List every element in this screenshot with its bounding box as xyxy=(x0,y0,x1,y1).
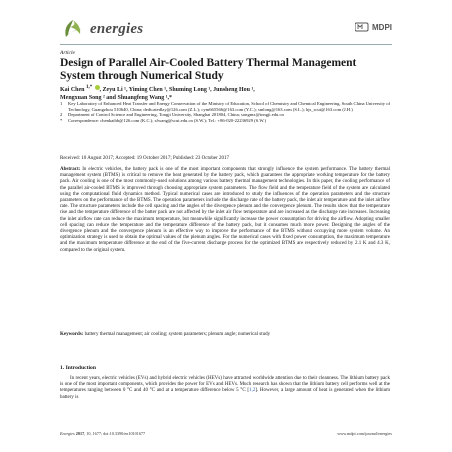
abstract xyxy=(60,167,390,254)
footer-doi[interactable]: , 10, 1677; doi:10.3390/en10101677 xyxy=(84,431,146,436)
publisher-name: MDPI xyxy=(372,22,392,32)
keywords-text: battery thermal management; air cooling; system parameters; plenum angle; numerical study xyxy=(83,332,271,337)
affiliations xyxy=(60,101,400,123)
affiliation-item xyxy=(60,101,400,112)
author-list xyxy=(60,84,390,102)
abstract-label: Abstract: xyxy=(60,167,81,172)
footer-citation xyxy=(60,431,145,436)
header-divider xyxy=(60,44,392,45)
footer-year: 2017 xyxy=(75,431,85,436)
footer-url[interactable]: www.mdpi.com/journal/energies xyxy=(337,431,392,436)
correspondence xyxy=(60,118,400,124)
paper-title: Design of Parallel Air-Cooled Battery Thermal Management System through Numerical Study xyxy=(60,57,357,82)
author-list-line2[interactable]: Mengxuan Song ² and Shuangfeng Wang ¹,* xyxy=(60,94,173,101)
keywords xyxy=(60,332,390,338)
journal-name: energies xyxy=(90,21,144,37)
section-heading-introduction: 1. Introduction xyxy=(60,365,96,371)
affiliation-number: * xyxy=(60,117,63,123)
page-footer xyxy=(60,431,392,436)
author-first-affil: 1,* xyxy=(86,85,94,90)
affiliation-text: Department of Control Science and Engineering, Tongji University, Shanghai 201804, China; songmx@tongji.edu.cn xyxy=(68,112,284,118)
mdpi-logo-icon xyxy=(355,22,369,32)
introduction-paragraph xyxy=(60,376,390,401)
affiliation-text: Key Laboratory of Enhanced Heat Transfer and Energy Conservation of the Ministry of Education, School of Chemistry and Chemical Engineering, South China University of Technology, Guangzhou 510640, China; dedicatedlzy@126.com (Z.L.); cym665566@163.com (Y.C.); smlong@163.com (S.L.); hjs_scut@163.com (J.H.) xyxy=(68,101,391,112)
publication-dates: Received: 10 August 2017; Accepted: 19 October 2017; Published: 23 October 2017 xyxy=(60,156,229,161)
author-list-rest[interactable]: , Zeyu Li ¹, Yiming Chen ¹, Shuming Long ¹, Junsheng Hou ¹, xyxy=(99,87,255,93)
abstract-text: In electric vehicles, the battery pack is one of the most important components that strongly influence the system performance. The battery thermal management system (BTMS) is critical to remove the heat generated by the battery pack, which guarantees the appropriate working temperature for the battery pack. Air cooling is one of the most commonly-used solutions among various battery thermal management technologies. In this paper, the cooling performance of the parallel air-cooled BTMS is improved through choosing appropriate system parameters. The flow field and the temperature field of the system are calculated using the computational fluid dynamics method. Typical numerical cases are introduced to study the influences of the operation parameters and the structure parameters on the performance of the BTMS. The operation parameters include the discharge rate of the battery pack, the inlet air temperature and the inlet airflow rate. The structure parameters include the cell spacing and the angles of the divergence plenum and the convergence plenum. The results show that the temperature rise and the temperature difference of the batter pack are not affected by the inlet air flow temperature and are increased as the discharge rate increases. Increasing the inlet airflow rate can reduce the maximum temperature, but meanwhile significantly increase the power consumption for driving the airflow. Adopting smaller cell spacing can reduce the temperature and the temperature difference of the battery pack, but it consumes much more power. Designing the angles of the divergence plenum and the convergence plenum is an effective way to improve the performance of the BTMS without occupying more system volume. An optimization strategy is used to obtain the optimal values of the plenum angles. For the numerical cases with fixed power consumption, the maximum temperature and the maximum temperature difference at the end of the five-current discharge process for the optimized BTMS are respectively reduced by 2.1 K and 4.3 K, compared to the original system. xyxy=(60,167,390,253)
citation-link[interactable]: 1,2 xyxy=(249,388,256,394)
keywords-label: Keywords: xyxy=(60,332,84,337)
author-first[interactable]: Kai Chen xyxy=(60,87,87,93)
article-type: Article xyxy=(60,50,75,56)
intro-text-start: In recent years, electric vehicles (EVs) and hybrid electric vehicles (HEVs) have attracted worldwide attention due to their cleanness. The lithium battery pack is one of the most important components, which provides the power for EVs and HEVs. Much research has shown that the lithium battery cell performs well at the temperatures ranging between 0 °C and 40 °C and at a temperature difference below 5 °C [ xyxy=(60,376,390,394)
correspondence-text: Correspondence: chenkaihb@126.com (K.C.); sfwang@scut.edu.cn (S.W.); Tel.: +86-020-22236929 (S.W.) xyxy=(68,117,266,123)
intro-text-end: ]. However, a large amount of heat is generated when the lithium battery is xyxy=(60,388,390,400)
affiliation-number: 2 xyxy=(60,112,63,118)
affiliation-number: 1 xyxy=(60,101,63,106)
energies-logo-icon xyxy=(60,18,86,40)
footer-journal: Energies xyxy=(60,431,76,436)
publisher-logo xyxy=(355,22,392,32)
